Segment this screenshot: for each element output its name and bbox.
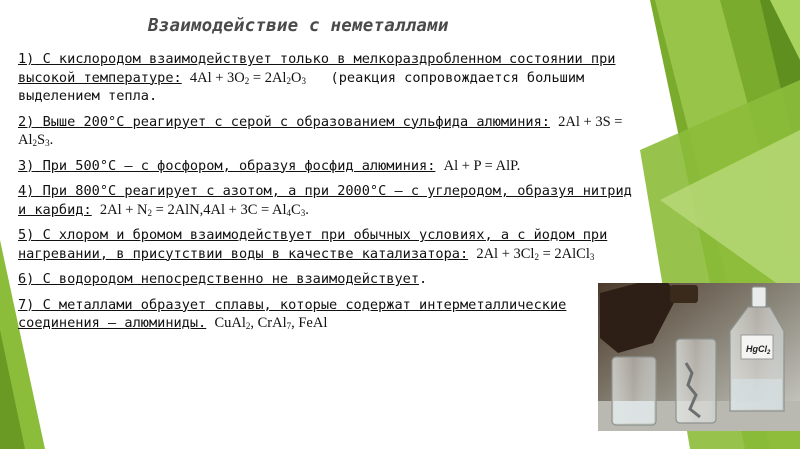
slide-content — [18, 50, 648, 340]
beaker-aluminium — [676, 339, 716, 423]
formula: $4Al + 3O_2 = 2Al_2O_3$ — [189, 69, 306, 86]
item-halogens — [18, 226, 648, 263]
formula: CuAl$_2$, CrAl$_7$, FeAl — [214, 315, 328, 331]
item-number: 3) — [18, 157, 35, 174]
item-number: 4) — [18, 183, 35, 199]
lab-glassware-photo — [598, 283, 800, 431]
item-text: С кислородом взаимодействует только в мелкораздробленном состоянии при высокой температуре: — [18, 51, 616, 86]
item-number: 6) — [18, 271, 35, 287]
bottle-label: HgCl — [746, 344, 767, 354]
formula: $2Al + 3Cl_2$ = 2AlCl$_3$ — [476, 245, 595, 262]
formula: $2Al + N_2 = 2AlN,4Al + 3C = Al_4C_3$. — [99, 201, 309, 218]
formula: $2Al + 3S = Al_2S_3$. — [18, 113, 623, 148]
item-tail: . — [419, 271, 428, 287]
item-metals — [18, 296, 618, 333]
item-text: С водородом непосредственно не взаимодействует — [42, 271, 420, 287]
slide-title: Взаимодействие с неметаллами — [148, 16, 449, 36]
item-phosphorus — [18, 157, 648, 176]
item-text: С хлором и бромом взаимодействует при обычных условиях, а с йодом при нагревании, в присутствии воды в качестве катализатора: — [18, 227, 608, 262]
item-number: 2) — [18, 113, 35, 130]
item-text: При 500°С – с фосфором, образуя фосфид алюминия: — [42, 157, 436, 174]
item-number: 5) — [18, 227, 35, 243]
svg-text:HgCl2: HgCl$_2$ — [746, 344, 771, 356]
formula: Al + P = AlP. — [443, 157, 521, 174]
beaker-small — [612, 357, 656, 425]
item-text: При 800°С реагирует с азотом, а при 2000°С – с углеродом, образуя нитрид и карбид: — [18, 183, 632, 218]
item-oxygen — [18, 50, 648, 106]
item-number: 1) — [18, 51, 35, 67]
item-text: Выше 200°С реагирует с серой с образованием сульфида алюминия: — [42, 113, 550, 130]
item-text: С металлами образует сплавы, которые содержат интерметаллические соединения – алюминиды. — [18, 296, 567, 331]
item-nitrogen-carbon — [18, 182, 648, 219]
item-hydrogen — [18, 270, 648, 289]
item-number: 7) — [18, 296, 35, 313]
item-note: (реакция сопровождается большим выделением тепла. — [18, 69, 585, 104]
item-sulfur — [18, 113, 648, 150]
